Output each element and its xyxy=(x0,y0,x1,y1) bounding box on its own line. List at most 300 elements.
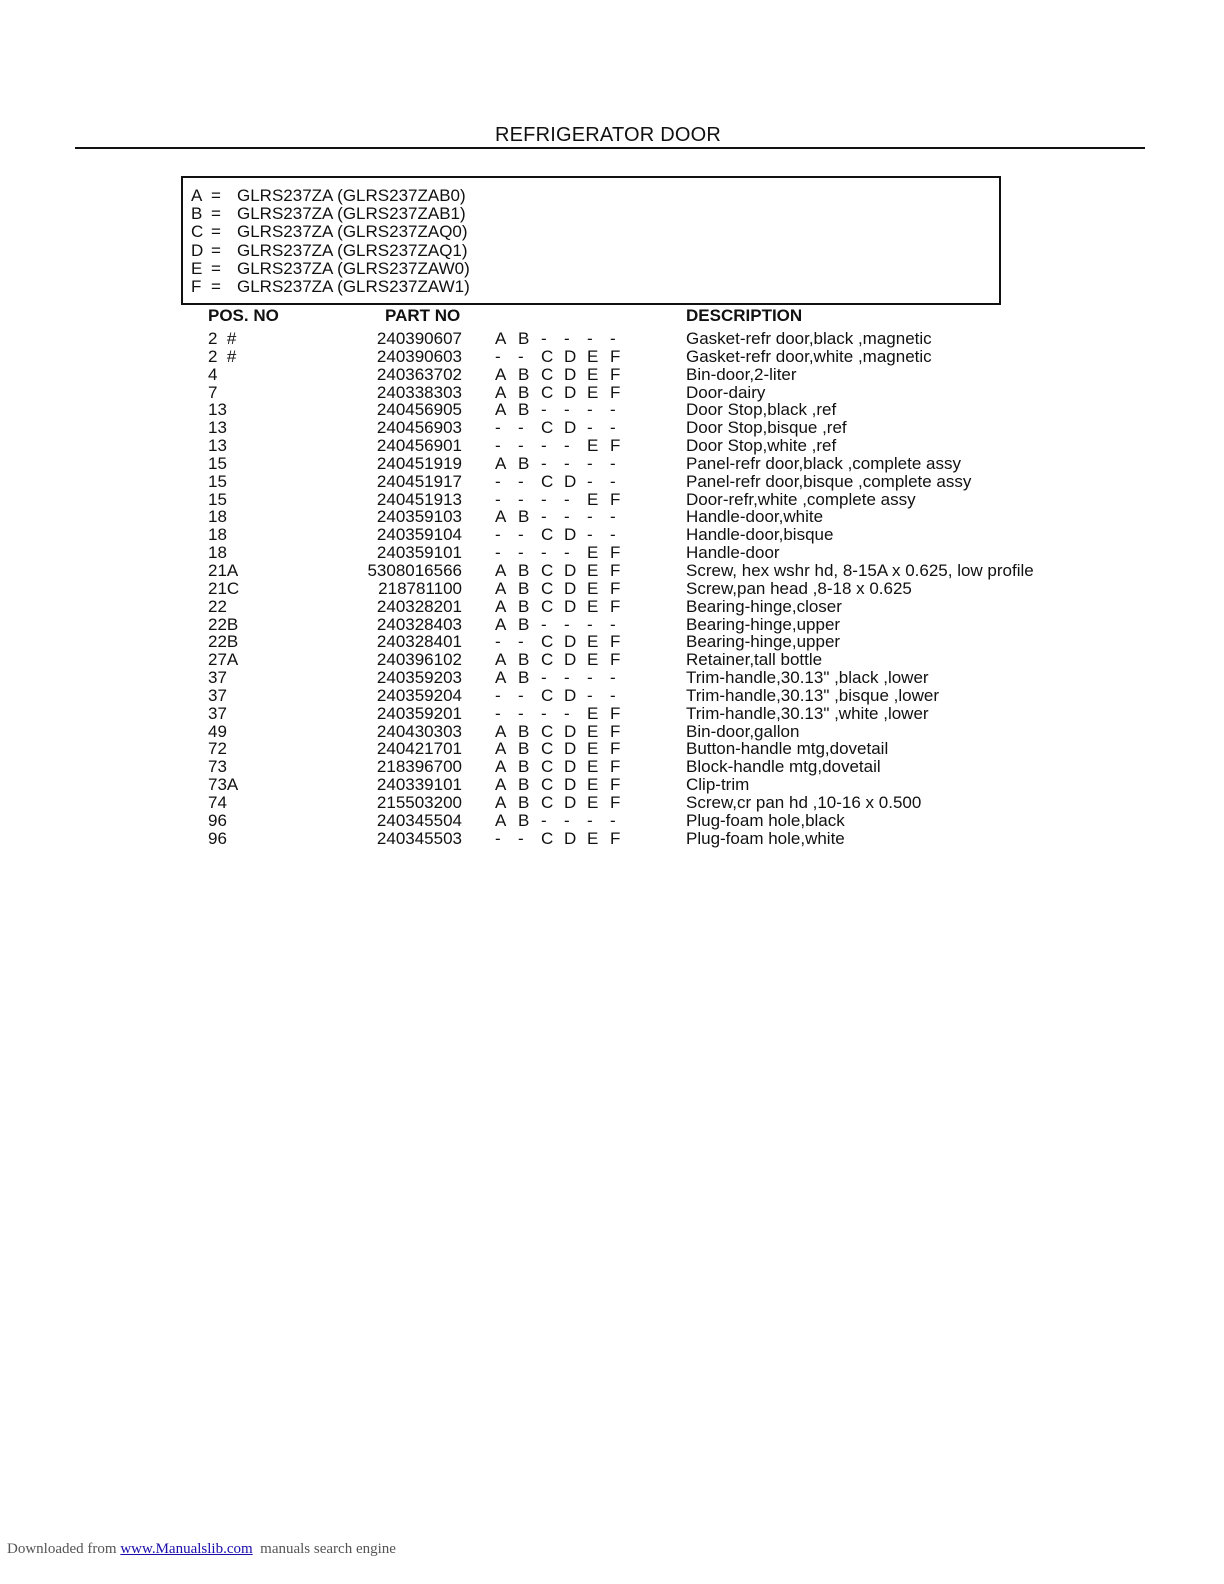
description: Clip-trim xyxy=(686,775,750,795)
pos-no: 13 xyxy=(208,400,227,420)
model-flag: - xyxy=(518,703,524,723)
model-flag: - xyxy=(564,453,570,473)
model-flag: F xyxy=(610,703,621,723)
part-no: 240345503 xyxy=(376,828,462,848)
model-flag: B xyxy=(518,757,530,777)
model-flag: - xyxy=(564,810,570,830)
footer-prefix: Downloaded from xyxy=(7,1541,121,1557)
legend-equals: = xyxy=(211,222,221,242)
model-flag: E xyxy=(587,650,599,670)
model-flag: E xyxy=(587,578,599,598)
model-flag: D xyxy=(564,525,577,545)
model-applicability xyxy=(495,401,633,418)
model-flag: - xyxy=(587,471,593,491)
legend-equals: = xyxy=(211,186,221,205)
part-no: 240390603 xyxy=(376,346,462,366)
table-row xyxy=(0,651,1224,669)
pos-no: 7 xyxy=(208,382,218,402)
legend-equals: = xyxy=(211,258,221,278)
model-flag: B xyxy=(518,596,530,616)
model-flag: D xyxy=(564,775,577,795)
model-applicability xyxy=(495,830,633,847)
model-applicability xyxy=(495,651,633,668)
table-row xyxy=(0,687,1224,705)
model-flag: B xyxy=(518,668,530,688)
model-flag: E xyxy=(587,436,599,456)
model-flag: B xyxy=(518,329,530,348)
part-no: 240359101 xyxy=(376,543,462,563)
model-flag: - xyxy=(587,453,593,473)
part-no: 218396700 xyxy=(376,757,462,777)
model-flag: D xyxy=(564,792,577,812)
model-flag: F xyxy=(610,792,621,812)
model-flag: C xyxy=(541,685,554,705)
description: Door-refr,white ,complete assy xyxy=(686,489,916,509)
model-flag: D xyxy=(564,596,577,616)
description: Trim-handle,30.13" ,white ,lower xyxy=(686,703,929,723)
model-flag: A xyxy=(495,578,507,598)
model-flag: A xyxy=(495,560,507,580)
part-no: 5308016566 xyxy=(367,560,462,580)
model-applicability xyxy=(495,437,633,454)
part-no: 240363702 xyxy=(376,364,462,384)
model-flag: F xyxy=(610,578,621,598)
pos-no: 22B xyxy=(208,632,239,652)
table-row xyxy=(0,348,1224,366)
description: Panel-refr door,black ,complete assy xyxy=(686,453,961,473)
model-applicability xyxy=(495,758,633,775)
description: Door Stop,black ,ref xyxy=(686,400,837,420)
description: Screw, hex wshr hd, 8-15A x 0.625, low profile xyxy=(686,560,1034,580)
model-flag: A xyxy=(495,757,507,777)
pos-no: 27A xyxy=(208,650,239,670)
model-flag: - xyxy=(541,810,547,830)
model-flag: - xyxy=(495,632,501,652)
model-flag: A xyxy=(495,596,507,616)
model-flag: - xyxy=(495,489,501,509)
model-flag: - xyxy=(587,507,593,527)
model-flag: C xyxy=(541,792,554,812)
pos-no: 73 xyxy=(208,757,227,777)
model-flag: B xyxy=(518,614,530,634)
legend-key: B xyxy=(191,204,203,224)
model-flag: - xyxy=(587,400,593,420)
model-applicability xyxy=(495,776,633,793)
model-flag: B xyxy=(518,739,530,759)
legend-row xyxy=(191,260,999,278)
model-flag: C xyxy=(541,632,554,652)
part-no: 240396102 xyxy=(376,650,462,670)
model-flag: A xyxy=(495,382,507,402)
model-applicability xyxy=(495,526,633,543)
model-flag: A xyxy=(495,453,507,473)
model-flag: - xyxy=(495,703,501,723)
part-no: 218781100 xyxy=(378,578,462,598)
model-flag: F xyxy=(610,632,621,652)
table-row xyxy=(0,401,1224,419)
pos-no: 18 xyxy=(208,507,227,527)
model-applicability xyxy=(495,598,633,615)
model-flag: E xyxy=(587,596,599,616)
description: Gasket-refr door,black ,magnetic xyxy=(686,329,932,348)
description: Screw,cr pan hd ,10-16 x 0.500 xyxy=(686,792,922,812)
model-flag: B xyxy=(518,578,530,598)
part-no: 240339101 xyxy=(376,775,462,795)
model-flag: - xyxy=(564,489,570,509)
model-flag: - xyxy=(518,525,524,545)
model-flag: - xyxy=(541,453,547,473)
description: Bearing-hinge,upper xyxy=(686,614,841,634)
legend-model: GLRS237ZA (GLRS237ZAB0) xyxy=(237,186,466,205)
table-row xyxy=(0,508,1224,526)
model-flag: - xyxy=(541,507,547,527)
table-row xyxy=(0,491,1224,509)
model-flag: A xyxy=(495,614,507,634)
model-flag: C xyxy=(541,560,554,580)
model-flag: D xyxy=(564,828,577,848)
footer-suffix: manuals search engine xyxy=(252,1541,396,1557)
model-flag: - xyxy=(495,543,501,563)
model-flag: - xyxy=(541,614,547,634)
model-flag: E xyxy=(587,828,599,848)
legend-key: E xyxy=(191,258,203,278)
pos-no: 4 xyxy=(208,364,218,384)
pos-no: 18 xyxy=(208,525,227,545)
model-flag: E xyxy=(587,703,599,723)
model-flag: A xyxy=(495,810,507,830)
model-flag: A xyxy=(495,721,507,741)
legend-row xyxy=(191,223,999,241)
pos-no: 73A xyxy=(208,775,239,795)
legend-row xyxy=(191,242,999,260)
model-applicability xyxy=(495,508,633,525)
model-flag: B xyxy=(518,721,530,741)
model-flag: A xyxy=(495,739,507,759)
model-flag: B xyxy=(518,364,530,384)
model-flag: C xyxy=(541,346,554,366)
model-flag: - xyxy=(564,703,570,723)
pos-no: 15 xyxy=(208,489,227,509)
legend-model: GLRS237ZA (GLRS237ZAW0) xyxy=(237,258,470,278)
pos-no: 2 # xyxy=(208,346,237,366)
description: Retainer,tall bottle xyxy=(686,650,823,670)
model-applicability xyxy=(495,616,633,633)
table-row xyxy=(0,598,1224,616)
model-flag: D xyxy=(564,364,577,384)
model-applicability xyxy=(495,562,633,579)
model-flag: E xyxy=(587,382,599,402)
model-flag: A xyxy=(495,507,507,527)
legend-equals: = xyxy=(211,204,221,224)
model-flag: - xyxy=(495,471,501,491)
model-flag: E xyxy=(587,560,599,580)
model-flag: F xyxy=(610,739,621,759)
pos-no: 15 xyxy=(208,453,227,473)
model-flag: B xyxy=(518,382,530,402)
model-flag: - xyxy=(564,436,570,456)
model-flag: - xyxy=(518,471,524,491)
model-flag: B xyxy=(518,507,530,527)
header-part-no: PART NO xyxy=(385,306,461,325)
model-flag: - xyxy=(564,543,570,563)
pos-no: 22B xyxy=(208,614,239,634)
model-flag: C xyxy=(541,418,554,438)
model-flag: - xyxy=(495,436,501,456)
model-applicability xyxy=(495,687,633,704)
model-flag: - xyxy=(518,685,524,705)
model-flag: C xyxy=(541,471,554,491)
legend-equals: = xyxy=(211,276,221,296)
model-flag: F xyxy=(610,346,621,366)
table-row xyxy=(0,633,1224,651)
pos-no: 74 xyxy=(208,792,227,812)
model-applicability xyxy=(495,669,633,686)
description: Screw,pan head ,8-18 x 0.625 xyxy=(686,578,912,598)
model-flag: C xyxy=(541,775,554,795)
description: Trim-handle,30.13" ,black ,lower xyxy=(686,668,929,688)
model-flag: - xyxy=(587,418,593,438)
pos-no: 37 xyxy=(208,703,227,723)
model-flag: - xyxy=(541,543,547,563)
model-flag: A xyxy=(495,400,507,420)
description: Door-dairy xyxy=(686,382,766,402)
part-no: 240359104 xyxy=(376,525,462,545)
model-flag: F xyxy=(610,382,621,402)
header-description: DESCRIPTION xyxy=(686,306,803,325)
table-row xyxy=(0,705,1224,723)
model-flag: B xyxy=(518,775,530,795)
pos-no: 18 xyxy=(208,543,227,563)
model-flag: C xyxy=(541,525,554,545)
model-flag: B xyxy=(518,453,530,473)
legend-model: GLRS237ZA (GLRS237ZAQ0) xyxy=(237,222,468,242)
model-flag: F xyxy=(610,828,621,848)
table-row xyxy=(0,384,1224,402)
model-flag: - xyxy=(564,668,570,688)
pos-no: 49 xyxy=(208,721,227,741)
table-row xyxy=(0,758,1224,776)
model-applicability xyxy=(495,366,633,383)
model-flag: F xyxy=(610,775,621,795)
model-applicability xyxy=(495,348,633,365)
table-row xyxy=(0,562,1224,580)
model-flag: D xyxy=(564,471,577,491)
model-flag: F xyxy=(610,436,621,456)
model-flag: D xyxy=(564,721,577,741)
model-applicability xyxy=(495,723,633,740)
legend-row xyxy=(191,278,999,296)
model-applicability xyxy=(495,812,633,829)
model-applicability xyxy=(495,705,633,722)
part-no: 240338303 xyxy=(376,382,462,402)
model-flag: - xyxy=(610,471,616,491)
model-flag: - xyxy=(564,507,570,527)
part-no: 240390607 xyxy=(376,329,462,348)
legend-row xyxy=(191,205,999,223)
model-flag: - xyxy=(541,489,547,509)
model-applicability xyxy=(495,330,633,347)
description: Handle-door,white xyxy=(686,507,824,527)
model-flag: - xyxy=(518,828,524,848)
model-flag: C xyxy=(541,364,554,384)
model-flag: D xyxy=(564,650,577,670)
model-flag: C xyxy=(541,650,554,670)
model-flag: - xyxy=(518,543,524,563)
model-flag: F xyxy=(610,560,621,580)
model-applicability xyxy=(495,794,633,811)
description: Handle-door,bisque xyxy=(686,525,834,545)
part-no: 240359204 xyxy=(376,685,462,705)
model-flag: - xyxy=(564,400,570,420)
model-flag: - xyxy=(495,525,501,545)
model-flag: F xyxy=(610,650,621,670)
footer xyxy=(7,1541,396,1558)
part-no: 240328201 xyxy=(376,596,462,616)
part-no: 240359103 xyxy=(376,507,462,527)
model-flag: D xyxy=(564,346,577,366)
model-flag: B xyxy=(518,792,530,812)
legend-model: GLRS237ZA (GLRS237ZAB1) xyxy=(237,204,466,224)
table-row xyxy=(0,526,1224,544)
part-no: 240359201 xyxy=(376,703,462,723)
model-flag: - xyxy=(495,685,501,705)
model-flag: A xyxy=(495,364,507,384)
description: Bearing-hinge,upper xyxy=(686,632,841,652)
model-applicability xyxy=(495,580,633,597)
table-row xyxy=(0,419,1224,437)
model-flag: - xyxy=(495,346,501,366)
model-flag: F xyxy=(610,721,621,741)
model-flag: C xyxy=(541,721,554,741)
model-flag: B xyxy=(518,400,530,420)
description: Bearing-hinge,closer xyxy=(686,596,842,616)
model-flag: F xyxy=(610,364,621,384)
part-no: 240345504 xyxy=(376,810,462,830)
model-flag: - xyxy=(518,489,524,509)
part-no: 240451913 xyxy=(376,489,462,509)
pos-no: 22 xyxy=(208,596,227,616)
model-flag: - xyxy=(587,525,593,545)
pos-no: 13 xyxy=(208,418,227,438)
footer-link[interactable]: www.Manualslib.com xyxy=(120,1541,253,1557)
model-applicability xyxy=(495,633,633,650)
model-flag: C xyxy=(541,739,554,759)
table-row xyxy=(0,669,1224,687)
model-flag: E xyxy=(587,792,599,812)
model-flag: C xyxy=(541,382,554,402)
model-flag: D xyxy=(564,382,577,402)
model-flag: - xyxy=(518,346,524,366)
model-flag: - xyxy=(541,400,547,420)
legend-equals: = xyxy=(211,240,221,260)
model-flag: - xyxy=(495,418,501,438)
legend-model: GLRS237ZA (GLRS237ZAQ1) xyxy=(237,240,468,260)
model-flag: D xyxy=(564,578,577,598)
part-no: 240328403 xyxy=(376,614,462,634)
table-row xyxy=(0,455,1224,473)
pos-no: 37 xyxy=(208,685,227,705)
model-flag: E xyxy=(587,346,599,366)
model-flag: B xyxy=(518,650,530,670)
model-flag: E xyxy=(587,739,599,759)
header-pos-no: POS. NO xyxy=(208,306,279,325)
model-flag: D xyxy=(564,418,577,438)
model-flag: - xyxy=(587,329,593,348)
parts-table xyxy=(0,330,1224,847)
model-flag: D xyxy=(564,757,577,777)
model-flag: - xyxy=(610,525,616,545)
model-applicability xyxy=(495,473,633,490)
model-flag: F xyxy=(610,757,621,777)
model-flag: - xyxy=(541,668,547,688)
model-flag: - xyxy=(518,436,524,456)
part-no: 240359203 xyxy=(376,668,462,688)
table-row xyxy=(0,437,1224,455)
model-flag: D xyxy=(564,739,577,759)
model-flag: - xyxy=(495,828,501,848)
pos-no: 13 xyxy=(208,436,227,456)
pos-no: 96 xyxy=(208,828,227,848)
part-no: 240456901 xyxy=(376,436,462,456)
legend-key: D xyxy=(191,240,204,260)
description: Door Stop,white ,ref xyxy=(686,436,837,456)
pos-no: 96 xyxy=(208,810,227,830)
model-flag: - xyxy=(518,632,524,652)
model-flag: C xyxy=(541,596,554,616)
model-applicability xyxy=(495,544,633,561)
model-flag: - xyxy=(587,614,593,634)
description: Plug-foam hole,white xyxy=(686,828,845,848)
model-flag: A xyxy=(495,792,507,812)
model-flag: A xyxy=(495,329,507,348)
model-applicability xyxy=(495,740,633,757)
model-flag: A xyxy=(495,668,507,688)
legend-key: A xyxy=(191,186,203,205)
model-flag: - xyxy=(610,668,616,688)
part-no: 240328401 xyxy=(376,632,462,652)
model-applicability xyxy=(495,384,633,401)
table-row xyxy=(0,830,1224,848)
model-flag: - xyxy=(610,453,616,473)
model-flag: - xyxy=(610,400,616,420)
description: Trim-handle,30.13" ,bisque ,lower xyxy=(686,685,939,705)
description: Button-handle mtg,dovetail xyxy=(686,739,889,759)
table-row xyxy=(0,723,1224,741)
pos-no: 72 xyxy=(208,739,227,759)
table-row xyxy=(0,473,1224,491)
table-row xyxy=(0,366,1224,384)
model-flag: E xyxy=(587,721,599,741)
model-flag: D xyxy=(564,560,577,580)
legend-row xyxy=(191,187,999,205)
description: Panel-refr door,bisque ,complete assy xyxy=(686,471,972,491)
part-no: 240451917 xyxy=(376,471,462,491)
part-no: 240451919 xyxy=(376,453,462,473)
model-flag: C xyxy=(541,828,554,848)
model-legend xyxy=(181,176,1001,305)
table-row xyxy=(0,812,1224,830)
pos-no: 21C xyxy=(208,578,240,598)
model-flag: - xyxy=(541,703,547,723)
model-flag: E xyxy=(587,757,599,777)
model-flag: E xyxy=(587,775,599,795)
model-flag: E xyxy=(587,489,599,509)
model-flag: D xyxy=(564,632,577,652)
pos-no: 21A xyxy=(208,560,239,580)
table-row xyxy=(0,616,1224,634)
model-flag: - xyxy=(564,614,570,634)
description: Plug-foam hole,black xyxy=(686,810,845,830)
